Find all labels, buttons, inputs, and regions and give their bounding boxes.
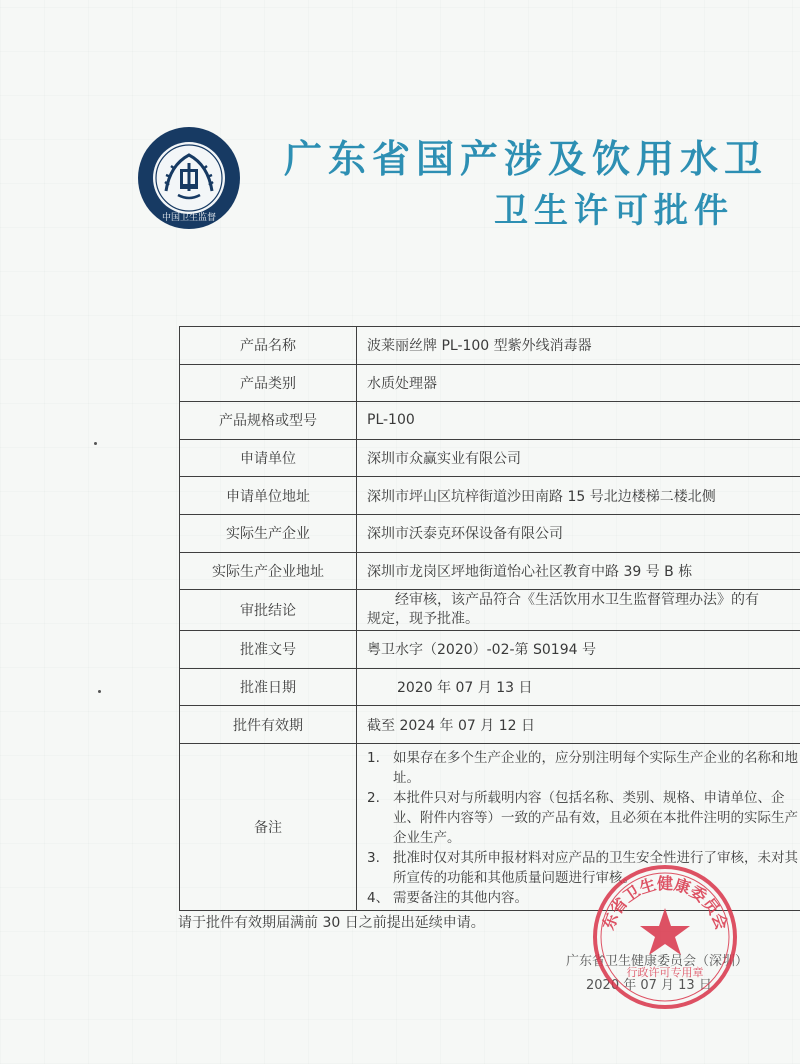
row-value: 水质处理器 — [357, 364, 800, 402]
note-item — [367, 788, 800, 848]
validity-row — [180, 706, 800, 744]
permit-table — [179, 326, 800, 911]
approval-date-label: 批准日期 — [180, 668, 357, 706]
row-label: 产品规格或型号 — [180, 402, 357, 440]
conclusion-label: 审批结论 — [180, 590, 357, 631]
note-item — [367, 748, 800, 788]
document-title: 广东省国产涉及饮用水卫 — [284, 136, 769, 178]
row-value: 深圳市坪山区坑梓街道沙田南路 15 号北边楼梯二楼北侧 — [357, 477, 800, 515]
row-label: 实际生产企业 — [180, 514, 357, 552]
table-row — [180, 439, 800, 477]
approval-number-label: 批准文号 — [180, 631, 357, 669]
table-row — [180, 552, 800, 590]
row-value: PL-100 — [357, 402, 800, 440]
note-number: 2. — [367, 789, 380, 806]
row-label: 实际生产企业地址 — [180, 552, 357, 590]
document-subtitle: 卫生许可批件 — [494, 191, 734, 231]
table-row — [180, 477, 800, 515]
notes-label: 备注 — [180, 743, 357, 910]
note-text: 批准时仅对其所申报材料对应产品的卫生安全性进行了审核，未对其所宣传的功能和其他质量问题进行审核。 — [393, 849, 798, 886]
note-text: 如果存在多个生产企业的，应分别注明每个实际生产企业的名称和地址。 — [393, 749, 798, 786]
note-text: 需要备注的其他内容。 — [393, 889, 528, 906]
emblem-text — [136, 240, 137, 241]
official-seal-icon — [590, 862, 740, 1012]
table-row — [180, 364, 800, 402]
approval-number-value: 粤卫水字（2020）-02-第 S0194 号 — [357, 631, 800, 669]
conclusion-line-2: 规定，现予批准。 — [367, 611, 479, 628]
speck — [94, 442, 97, 445]
row-label: 申请单位地址 — [180, 477, 357, 515]
row-value: 深圳市龙岗区坪地街道怡心社区教育中路 39 号 B 栋 — [357, 552, 800, 590]
row-value: 波莱丽丝牌 PL-100 型紫外线消毒器 — [357, 327, 800, 365]
conclusion-value — [357, 590, 800, 631]
approval-date-cell — [357, 668, 800, 706]
seal-text: 东省卫生健康委员会 — [598, 874, 732, 933]
seal-subtext: 行政许可专用章 — [626, 966, 704, 979]
note-number: 1. — [367, 749, 380, 766]
conclusion-row — [180, 590, 800, 631]
row-label: 申请单位 — [180, 439, 357, 477]
approval-date-row — [180, 668, 800, 706]
conclusion-line-1: 经审核，该产品符合《生活饮用水卫生监督管理办法》的有 — [395, 592, 759, 609]
issuing-authority: 广东省卫生健康委员会（深圳） — [566, 954, 749, 969]
note-text: 本批件只对与所载明内容（包括名称、类别、规格、申请单位、企业、附件内容等）一致的产品有效，且必须在本批件注明的实际生产企业生产。 — [393, 789, 798, 846]
table-row — [180, 514, 800, 552]
validity-label: 批件有效期 — [180, 706, 357, 744]
speck — [98, 690, 101, 693]
row-value: 深圳市众赢实业有限公司 — [357, 439, 800, 477]
table-row — [180, 402, 800, 440]
row-value: 深圳市沃泰克环保设备有限公司 — [357, 514, 800, 552]
emblem-chinese-text: 中国卫生监督 — [161, 213, 216, 223]
renewal-footnote: 请于批件有效期届满前 30 日之前提出延续申请。 — [178, 915, 485, 931]
issue-date: 2020 年 07 月 13 日 — [586, 978, 712, 993]
validity-value: 截至 2024 年 07 月 12 日 — [357, 706, 800, 744]
table-row — [180, 327, 800, 365]
approval-number-row — [180, 631, 800, 669]
note-number: 4、 — [367, 889, 390, 906]
row-label: 产品类别 — [180, 364, 357, 402]
approval-date-value: 2020 年 07 月 13 日 — [397, 680, 533, 697]
row-label: 产品名称 — [180, 327, 357, 365]
note-number: 3. — [367, 849, 380, 866]
